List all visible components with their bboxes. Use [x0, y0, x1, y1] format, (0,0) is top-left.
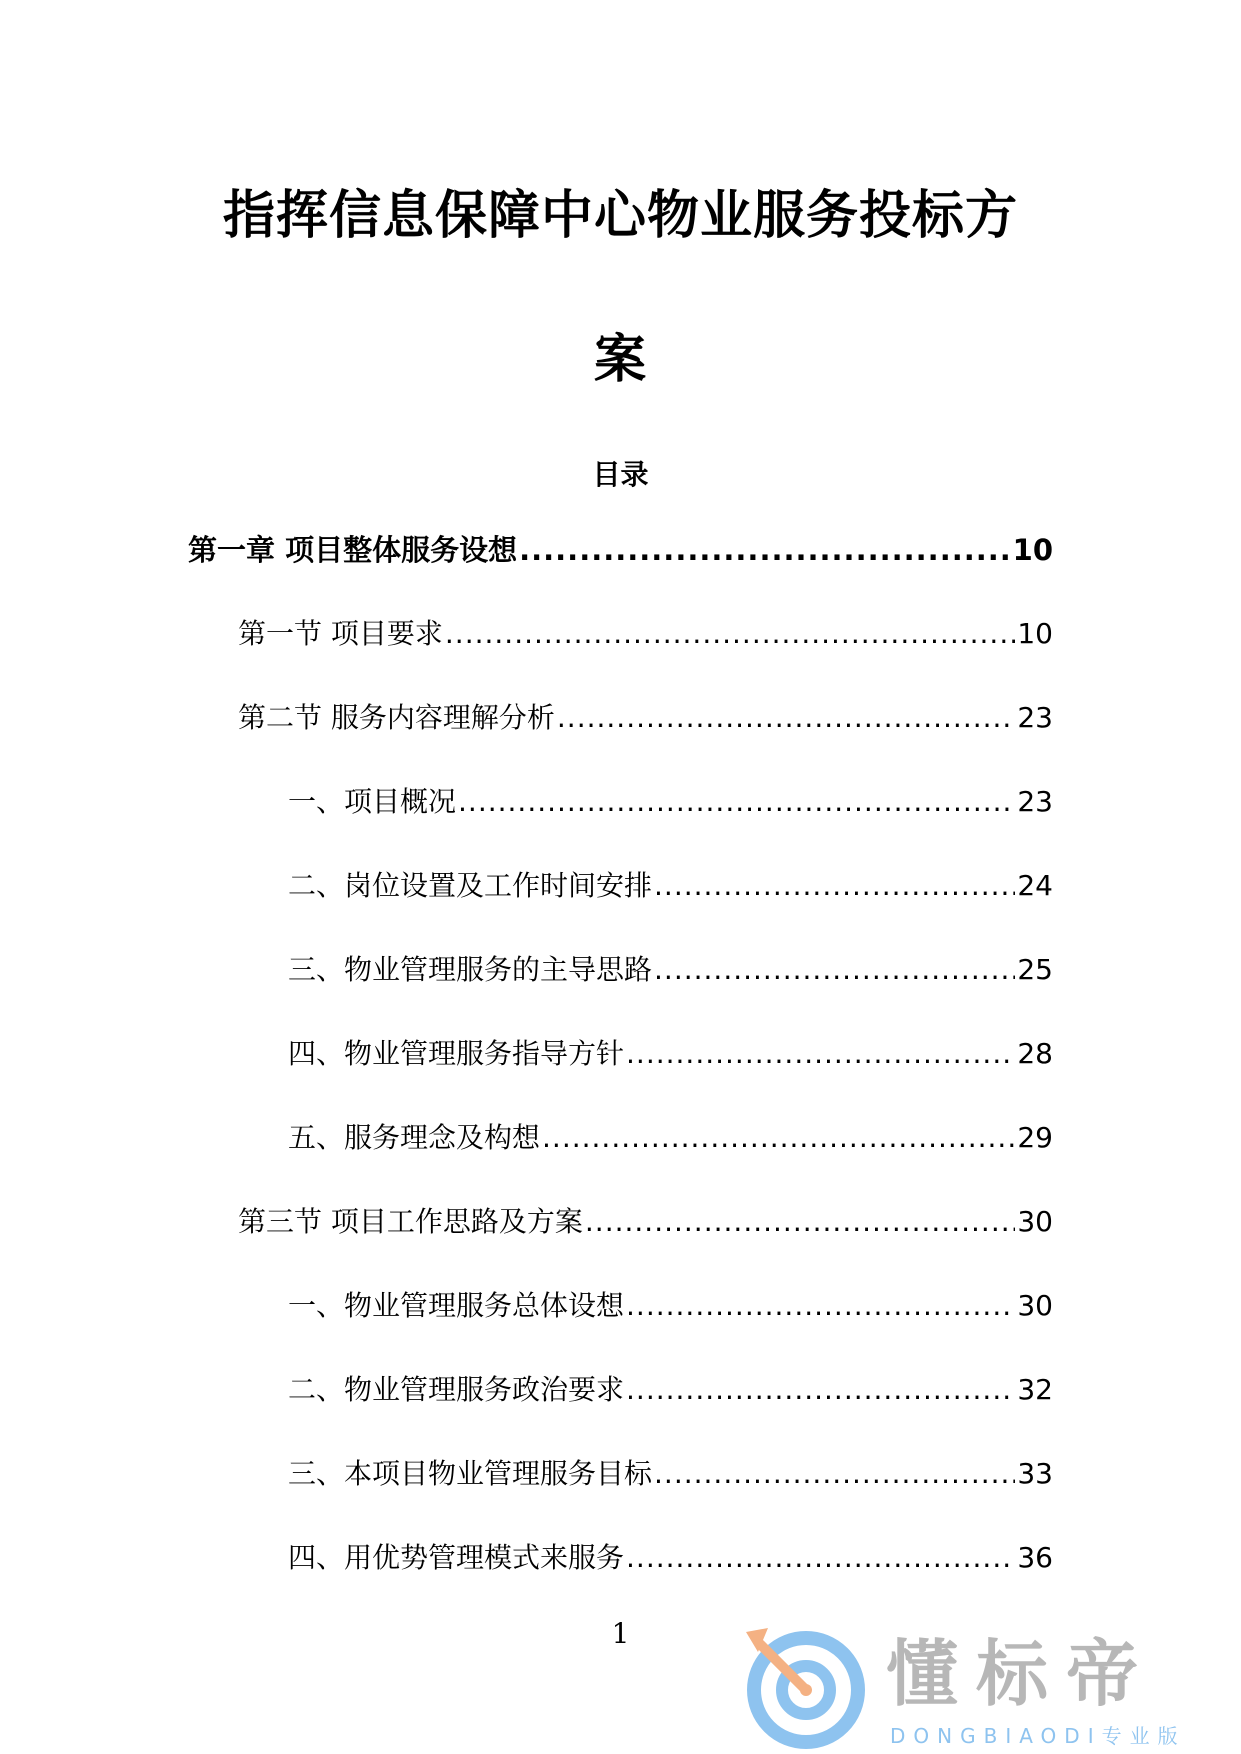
- toc-entry-page: 29: [1017, 1121, 1053, 1154]
- toc-entry-label: 三、本项目物业管理服务目标: [288, 1457, 653, 1490]
- watermark: [738, 1618, 1218, 1748]
- toc-entry[interactable]: [288, 1538, 1053, 1578]
- toc-leader-dots: [654, 1454, 1015, 1494]
- toc-entry-page: 33: [1017, 1457, 1053, 1490]
- toc-leader-dots: [557, 698, 1015, 738]
- toc-entry[interactable]: [238, 614, 1053, 654]
- toc-entry-label: 第二节 服务内容理解分析: [238, 701, 555, 734]
- toc-leader-dots: [654, 950, 1015, 990]
- toc-entry-page: 32: [1017, 1373, 1053, 1406]
- toc-entry-page: 25: [1017, 953, 1053, 986]
- toc-entry-page: 23: [1017, 785, 1053, 818]
- toc-entry-label: 三、物业管理服务的主导思路: [288, 953, 653, 986]
- toc-entry[interactable]: [288, 1454, 1053, 1494]
- toc-entry-label: 四、物业管理服务指导方针: [288, 1037, 625, 1070]
- toc-entry-label: 四、用优势管理模式来服务: [288, 1541, 625, 1574]
- toc-entry-label: 二、物业管理服务政治要求: [288, 1373, 625, 1406]
- toc-entry-page: 28: [1017, 1037, 1053, 1070]
- toc-entry[interactable]: [288, 866, 1053, 906]
- watermark-brand: 懂标帝: [886, 1632, 1157, 1716]
- toc-entry-page: 10: [1017, 617, 1053, 650]
- toc-leader-dots: [626, 1286, 1015, 1326]
- target-arrow-icon: [738, 1618, 878, 1754]
- toc-entry[interactable]: [238, 1202, 1053, 1242]
- toc-entry[interactable]: [188, 530, 1053, 570]
- toc-entry-label: 五、服务理念及构想: [288, 1121, 541, 1154]
- toc-entry-page: 10: [1012, 533, 1053, 567]
- toc-entry[interactable]: [288, 1370, 1053, 1410]
- toc-entry-page: 30: [1017, 1205, 1053, 1238]
- toc-leader-dots: [626, 1538, 1015, 1578]
- toc-entry-label: 第一节 项目要求: [238, 617, 443, 650]
- toc-entry-label: 二、岗位设置及工作时间安排: [288, 869, 653, 902]
- toc-entry-label: 第三节 项目工作思路及方案: [238, 1205, 583, 1238]
- toc-leader-dots: [519, 530, 1011, 570]
- toc-entry[interactable]: [288, 1034, 1053, 1074]
- watermark-subtitle: DONGBIAODI专业版: [890, 1724, 1186, 1748]
- toc-entry-page: 30: [1017, 1289, 1053, 1322]
- toc-entry[interactable]: [288, 1286, 1053, 1326]
- toc-leader-dots: [445, 614, 1015, 654]
- toc-entry[interactable]: [238, 698, 1053, 738]
- toc-entry-label: 一、物业管理服务总体设想: [288, 1289, 625, 1322]
- toc-leader-dots: [626, 1370, 1015, 1410]
- toc-leader-dots: [626, 1034, 1015, 1074]
- page-number: 1: [611, 1617, 630, 1650]
- toc-entry[interactable]: [288, 1118, 1053, 1158]
- toc-entry[interactable]: [288, 782, 1053, 822]
- toc-entry-page: 36: [1017, 1541, 1053, 1574]
- toc-leader-dots: [585, 1202, 1015, 1242]
- toc-entry-page: 23: [1017, 701, 1053, 734]
- toc-leader-dots: [542, 1118, 1015, 1158]
- document-title-line-1: 指挥信息保障中心物业服务投标方: [222, 186, 1018, 246]
- toc-entry[interactable]: [288, 950, 1053, 990]
- toc-entry-page: 24: [1017, 869, 1053, 902]
- toc-leader-dots: [458, 782, 1015, 822]
- toc-leader-dots: [654, 866, 1015, 906]
- toc-entry-label: 第一章 项目整体服务设想: [188, 533, 518, 567]
- document-title-line-2: 案: [593, 330, 647, 390]
- toc-entry-label: 一、项目概况: [288, 785, 457, 818]
- toc-heading: 目录: [592, 458, 649, 491]
